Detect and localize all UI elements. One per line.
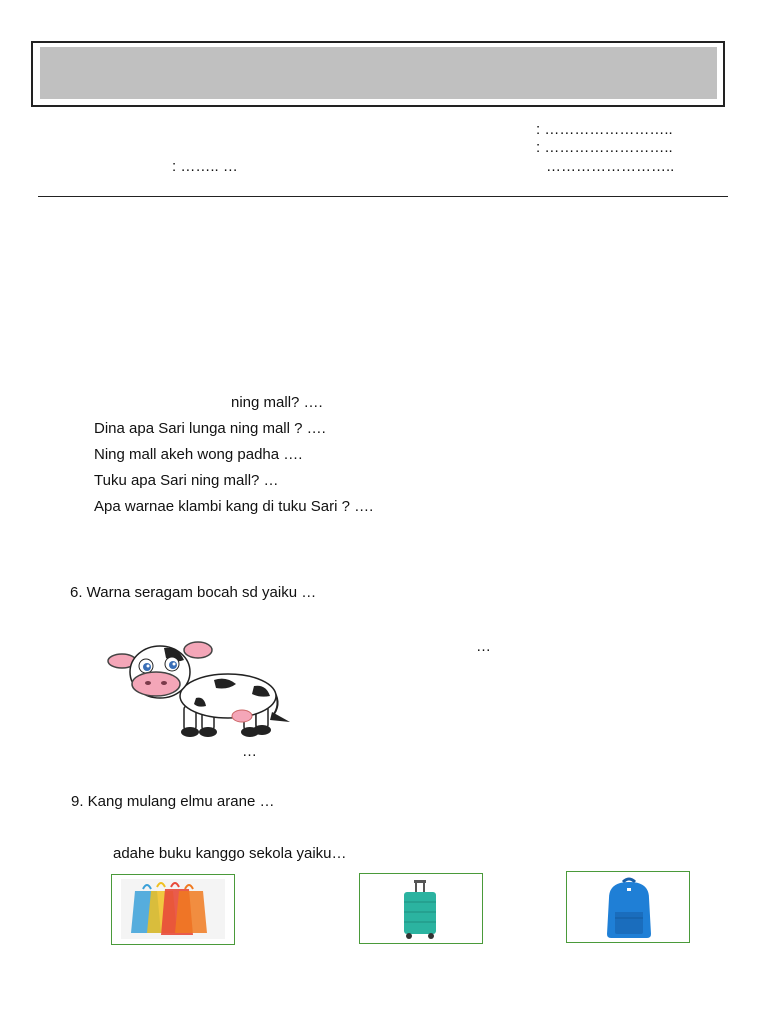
field-number-blank: …………………….. [546,158,675,175]
header-divider [38,196,728,197]
cow-illustration [104,636,296,742]
suitcase-icon [400,878,440,940]
question-10: adahe buku kanggo sekola yaiku… [113,845,347,862]
title-frame [31,41,725,107]
question-3: Ning mall akeh wong padha …. [94,446,303,463]
question-7-blank: … [476,638,491,655]
field-name-blank: : …………………….. [536,121,673,138]
option-b-box[interactable] [359,873,483,944]
question-8-blank: … [242,743,257,760]
plastic-bags-icon [121,879,225,939]
option-c-box[interactable] [566,871,690,943]
question-5: Apa warnae klambi kang di tuku Sari ? …. [94,498,374,515]
title-band [40,47,717,99]
option-a-box[interactable] [111,874,235,945]
question-1: ning mall? …. [231,394,323,411]
question-6: 6. Warna seragam bocah sd yaiku … [70,584,317,601]
backpack-icon [601,876,657,940]
question-4: Tuku apa Sari ning mall? … [94,472,279,489]
field-date-blank: : …….. … [172,158,238,175]
question-2: Dina apa Sari lunga ning mall ? …. [94,420,326,437]
field-class-blank: : …………………….. [536,139,673,156]
question-9: 9. Kang mulang elmu arane … [71,793,275,810]
